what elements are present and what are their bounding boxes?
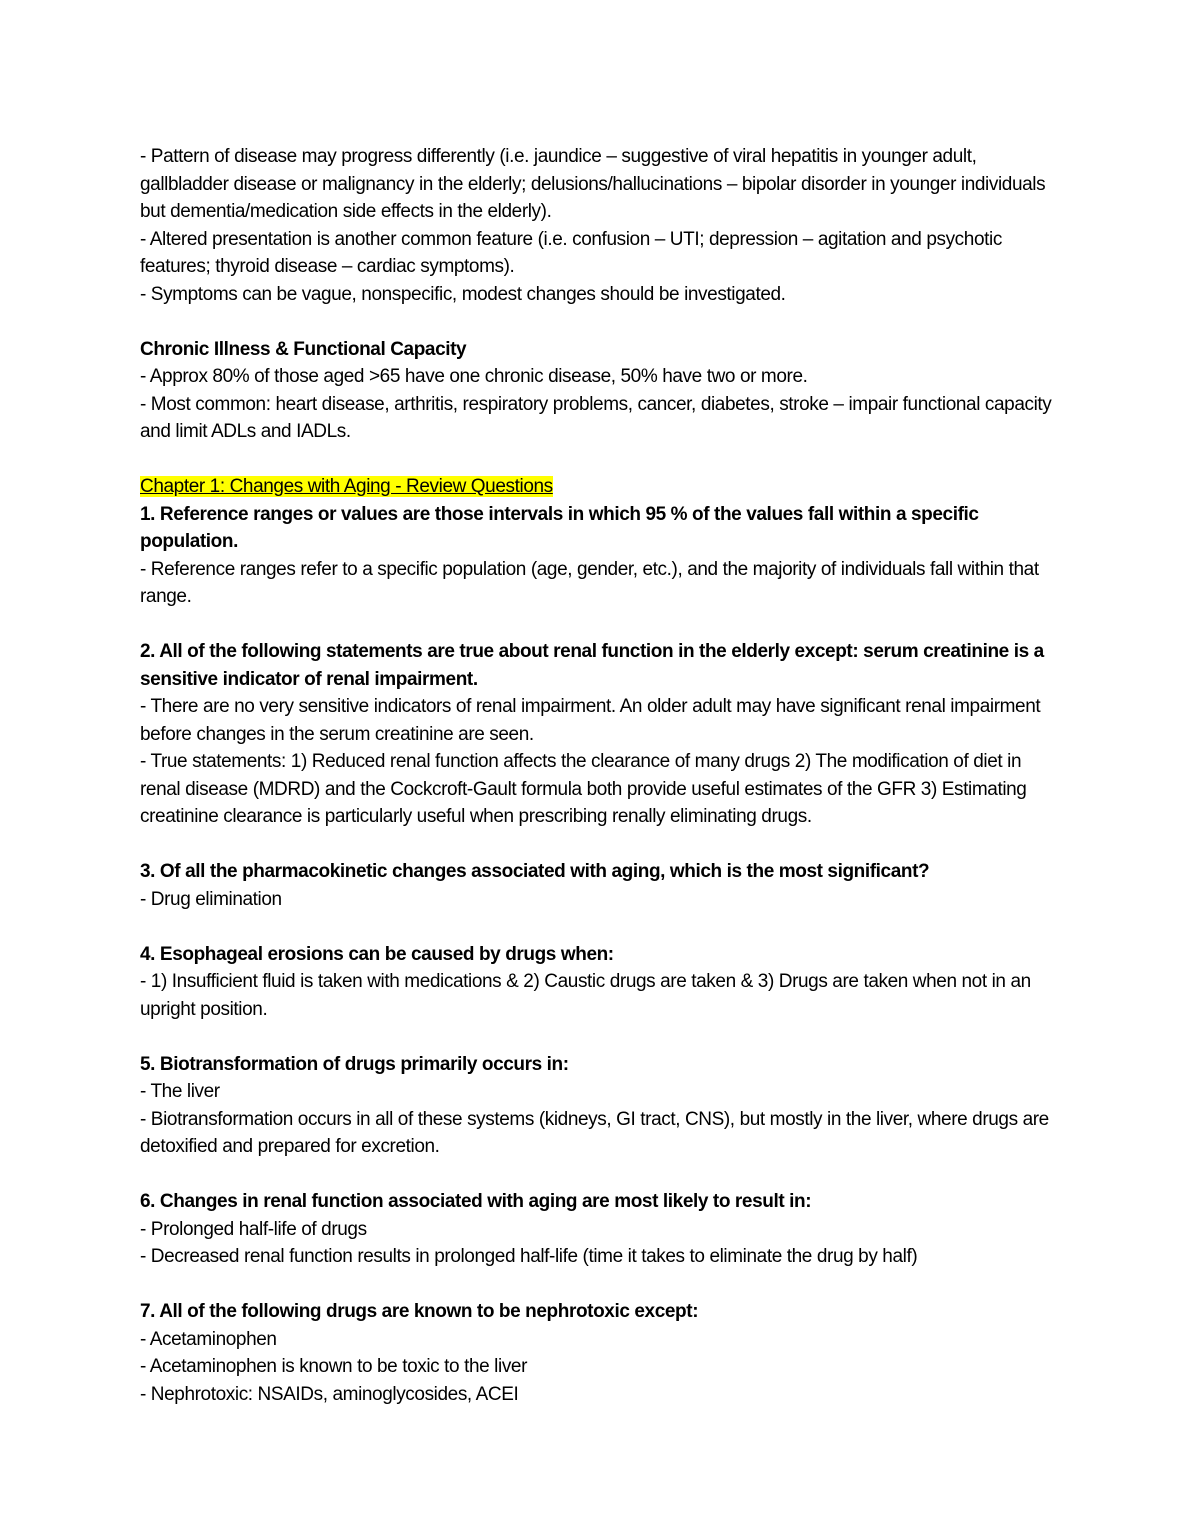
question-block-2 xyxy=(140,638,1065,831)
question-block-1 xyxy=(140,473,1065,611)
answer-text: - True statements: 1) Reduced renal function affects the clearance of many drugs 2) The modification of diet in renal disease (MDRD) and the Cockcroft-Gault formula both provide useful estimates of the GFR 3) Estimating creatinine clearance is particularly useful when prescribing renally eliminating drugs. xyxy=(140,751,1027,827)
question-text: 6. Changes in renal function associated with aging are most likely to result in: xyxy=(140,1191,812,1212)
question-block-4 xyxy=(140,941,1065,1024)
chapter-heading-line xyxy=(140,473,1065,501)
answer-text: - Drug elimination xyxy=(140,888,282,910)
question-text: 7. All of the following drugs are known to be nephrotoxic except: xyxy=(140,1301,699,1322)
question-text: 5. Biotransformation of drugs primarily occurs in: xyxy=(140,1053,569,1075)
section-heading: Chronic Illness & Functional Capacity xyxy=(140,338,467,360)
answer-text: - There are no very sensitive indicators of renal impairment. An older adult may have significant renal impairment before changes in the serum creatinine are seen. xyxy=(140,696,1041,745)
document-content xyxy=(140,143,1065,1408)
intro-bullet: - Symptoms can be vague, nonspecific, modest changes should be investigated. xyxy=(140,283,786,305)
intro-bullet: - Pattern of disease may progress differently (i.e. jaundice – suggestive of viral hepatitis in younger adult, gallbladder disease or malignancy in the elderly; delusions/hallucinations – bipolar disorder in younger individuals but dementia/medication side effects in the elderly). xyxy=(140,146,1046,222)
answer-text: - The liver xyxy=(140,1081,220,1102)
question-block-6 xyxy=(140,1188,1065,1271)
answer-text: - Acetaminophen is known to be toxic to the liver xyxy=(140,1356,528,1377)
answer-text: - Prolonged half-life of drugs xyxy=(140,1218,367,1240)
chronic-bullet: - Most common: heart disease, arthritis, respiratory problems, cancer, diabetes, stroke – impair functional capacity and limit ADLs and IADLs. xyxy=(140,393,1052,442)
answer-text: - 1) Insufficient fluid is taken with medications & 2) Caustic drugs are taken & 3) Drugs are taken when not in an upright position. xyxy=(140,971,1031,1020)
chronic-illness-section xyxy=(140,336,1065,446)
question-text: 4. Esophageal erosions can be caused by drugs when: xyxy=(140,943,614,965)
answer-text: - Biotransformation occurs in all of these systems (kidneys, GI tract, CNS), but mostly in the liver, where drugs are detoxified and prepared for excretion. xyxy=(140,1108,1049,1157)
chronic-bullet: - Approx 80% of those aged >65 have one chronic disease, 50% have two or more. xyxy=(140,366,808,387)
intro-bullet: - Altered presentation is another common feature (i.e. confusion – UTI; depression – agitation and psychotic features; thyroid disease – cardiac symptoms). xyxy=(140,228,1002,277)
question-text: 2. All of the following statements are true about renal function in the elderly except: serum creatinine is a sensitive indicator of renal impairment. xyxy=(140,641,1044,690)
answer-text: - Acetaminophen xyxy=(140,1328,277,1350)
chapter-heading: Chapter 1: Changes with Aging - Review Questions xyxy=(140,476,553,497)
answer-text: - Decreased renal function results in prolonged half-life (time it takes to eliminate the drug by half) xyxy=(140,1246,918,1267)
answer-text: - Reference ranges refer to a specific population (age, gender, etc.), and the majority of individuals fall within that range. xyxy=(140,558,1039,607)
question-text: 3. Of all the pharmacokinetic changes associated with aging, which is the most significant? xyxy=(140,861,930,882)
question-text: 1. Reference ranges or values are those intervals in which 95 % of the values fall within a specific population. xyxy=(140,503,979,552)
intro-section xyxy=(140,143,1065,308)
question-block-5 xyxy=(140,1051,1065,1161)
question-block-3 xyxy=(140,858,1065,913)
question-block-7 xyxy=(140,1298,1065,1408)
answer-text: - Nephrotoxic: NSAIDs, aminoglycosides, ACEI xyxy=(140,1383,519,1405)
